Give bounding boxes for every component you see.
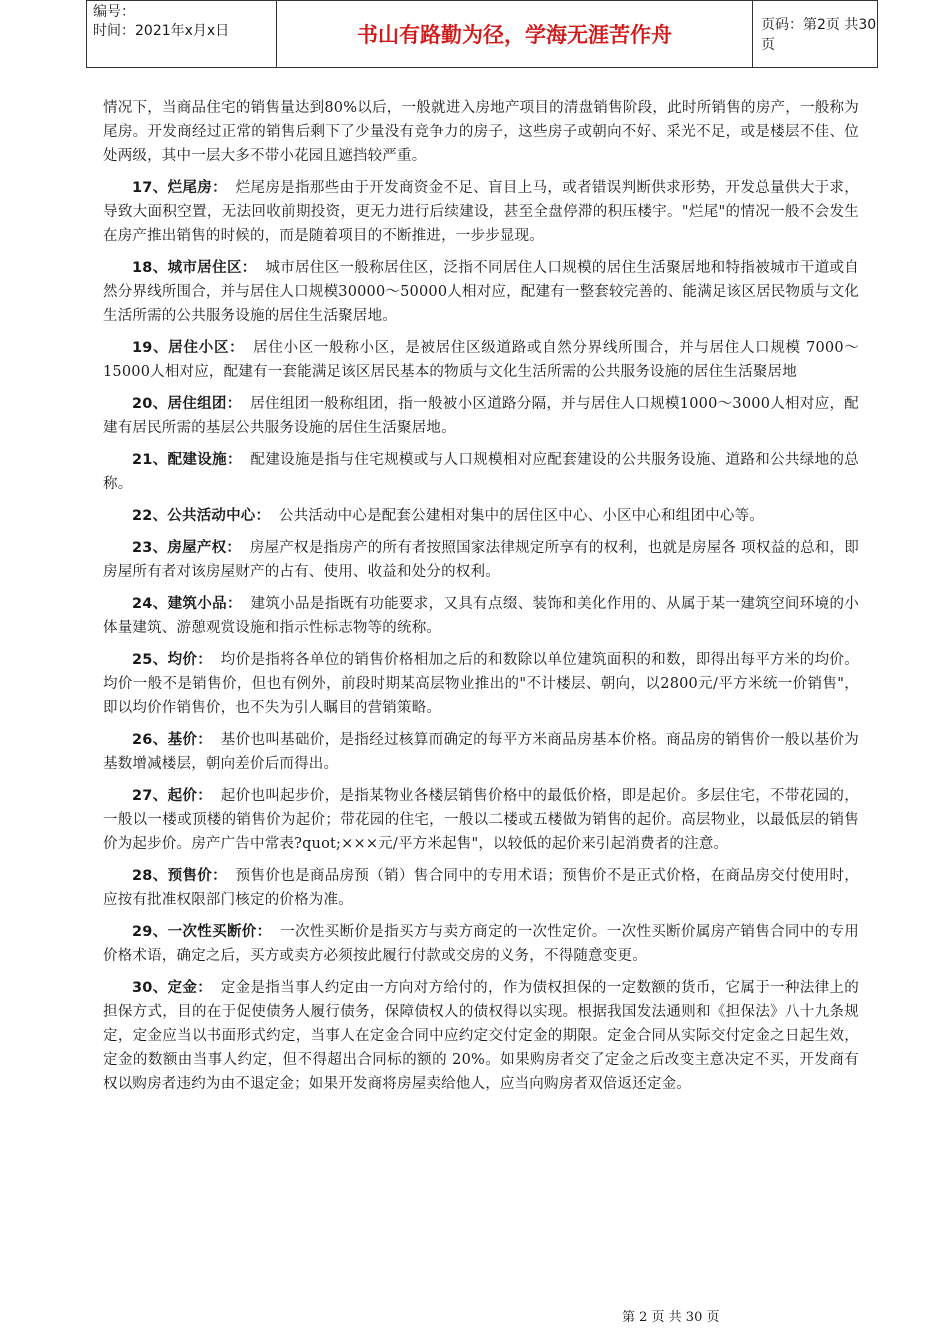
term-definition: 城市居住区一般称居住区，泛指不同居住人口规模的居住生活聚居地和特指被城市干道或自然分界线所围合，并与居住人口规模30000～50000人相对应，配建有一整套较完善的、能满足该区居民物质与文化生活所需的公共服务设施的居住生活聚居地。: [103, 260, 859, 324]
term-title: 18、城市居住区：: [132, 260, 257, 276]
header-motto: 书山有路勤为径，学海无涯苦作舟: [277, 1, 753, 67]
term-title: 22、公共活动中心：: [132, 508, 271, 524]
term-title: 20、居住组团：: [132, 396, 242, 412]
term-entry: [103, 256, 859, 328]
term-entry: [103, 448, 859, 496]
document-body: [103, 96, 859, 1104]
term-definition: 均价是指将各单位的销售价格相加之后的和数除以单位建筑面积的和数，即得出每平方米的均价。均价一般不是销售价，但也有例外，前段时期某高层物业推出的"不计楼层、朝向，以2800元/平方米统一价销售"，即以均价作销售价，也不失为引人瞩目的营销策略。: [103, 652, 859, 716]
term-title: 29、一次性买断价：: [132, 924, 272, 940]
term-definition: 定金是指当事人约定由一方向对方给付的，作为债权担保的一定数额的货币，它属于一种法律上的担保方式，目的在于促使债务人履行债务，保障债权人的债权得以实现。根据我国发法通则和《担保法》八十九条规定，定金应当以书面形式约定，当事人在定金合同中应约定交付定金的期限。定金合同从实际交付定金之日起生效，定金的数额由当事人约定，但不得超出合同标的额的 20%。如果购房者交了定金之后改变主意决定不买，开发商有权以购房者违约为由不退定金；如果开发商将房屋卖给他人，应当向购房者双倍返还定金。: [103, 980, 859, 1092]
term-title: 17、烂尾房：: [132, 180, 227, 196]
term-entry: [103, 504, 859, 528]
term-entry: [103, 336, 859, 384]
term-definition: 一次性买断价是指买方与卖方商定的一次性定价。一次性买断价属房产销售合同中的专用价格术语，确定之后，买方或卖方必须按此履行付款或交房的义务，不得随意变更。: [103, 924, 860, 964]
header-page-label: 页码：第2页 共30页: [761, 17, 877, 53]
term-title: 26、基价：: [132, 732, 213, 748]
term-entry: [103, 536, 859, 584]
term-entry: [103, 920, 859, 968]
term-entry: [103, 392, 859, 440]
term-entry: [103, 176, 859, 248]
term-title: 30、定金：: [132, 980, 213, 996]
doc-number-label: 编号：: [93, 4, 135, 20]
term-title: 21、配建设施：: [132, 452, 242, 468]
term-title: 25、均价：: [132, 652, 213, 668]
term-definition: 建筑小品是指既有功能要求，又具有点缀、装饰和美化作用的、从属于某一建筑空间环境的小体量建筑、游憩观赏设施和指示性标志物等的统称。: [103, 596, 859, 636]
term-title: 23、房屋产权：: [132, 540, 242, 556]
term-list: [103, 176, 859, 1096]
term-title: 28、预售价：: [132, 868, 227, 884]
term-entry: [103, 976, 859, 1096]
page-header: [86, 0, 878, 68]
term-definition: 公共活动中心是配套公建相对集中的居住区中心、小区中心和组团中心等。: [278, 508, 764, 524]
term-entry: [103, 864, 859, 912]
time-label: 时间：2021年x月x日: [93, 23, 230, 39]
header-meta: [87, 1, 277, 67]
term-definition: 配建设施是指与住宅规模或与人口规模相对应配套建设的公共服务设施、道路和公共绿地的总称。: [103, 452, 859, 492]
term-definition: 居住组团一般称组团，指一般被小区道路分隔，并与居住人口规模1000～3000人相对应，配建有居民所需的基层公共服务设施的居住生活聚居地。: [103, 396, 859, 436]
term-definition: 基价也叫基础价，是指经过核算而确定的每平方米商品房基本价格。商品房的销售价一般以基价为基数增减楼层，朝向差价后而得出。: [103, 732, 859, 772]
term-title: 24、建筑小品：: [132, 596, 242, 612]
term-definition: 居住小区一般称小区，是被居住区级道路或自然分界线所围合，并与居住人口规模 7000～15000人相对应，配建有一套能满足该区居民基本的物质与文化生活所需的公共服务设施的居住生活聚居地: [103, 340, 859, 380]
intro-paragraph: 情况下，当商品住宅的销售量达到80%以后，一般就进入房地产项目的清盘销售阶段，此时所销售的房产，一般称为尾房。开发商经过正常的销售后剩下了少量没有竞争力的房子，这些房子或朝向不好、采光不足，或是楼层不佳、位处两级，其中一层大多不带小花园且遮挡较严重。: [103, 100, 859, 164]
footer-page-number: 第 2 页 共 30 页: [622, 1310, 720, 1325]
term-definition: 预售价也是商品房预（销）售合同中的专用术语；预售价不是正式价格，在商品房交付使用时，应按有批准权限部门核定的价格为准。: [103, 868, 859, 908]
term-definition: 房屋产权是指房产的所有者按照国家法律规定所享有的权利，也就是房屋各 项权益的总和，即房屋所有者对该房屋财产的占有、使用、收益和处分的权利。: [103, 540, 859, 580]
term-title: 27、起价：: [132, 788, 213, 804]
term-entry: [103, 784, 859, 856]
term-title: 19、居住小区：: [132, 340, 245, 356]
term-entry: [103, 728, 859, 776]
term-entry: [103, 592, 859, 640]
term-definition: 起价也叫起步价，是指某物业各楼层销售价格中的最低价格，即是起价。多层住宅，不带花园的，一般以一楼或顶楼的销售价为起价；带花园的住宅，一般以二楼或五楼做为销售的起价。高层物业，以最低层的销售价为起步价。房产广告中常表?quot;×××元/平方米起售"，以较低的起价来引起消费者的注意。: [103, 788, 859, 852]
term-definition: 烂尾房是指那些由于开发商资金不足、盲目上马，或者错误判断供求形势，开发总量供大于求，导致大面积空置，无法回收前期投资，更无力进行后续建设，甚至全盘停滞的积压楼宇。"烂尾"的情况一般不会发生在房产推出销售的时候的，而是随着项目的不断推进，一步步显现。: [103, 180, 859, 244]
term-entry: [103, 648, 859, 720]
